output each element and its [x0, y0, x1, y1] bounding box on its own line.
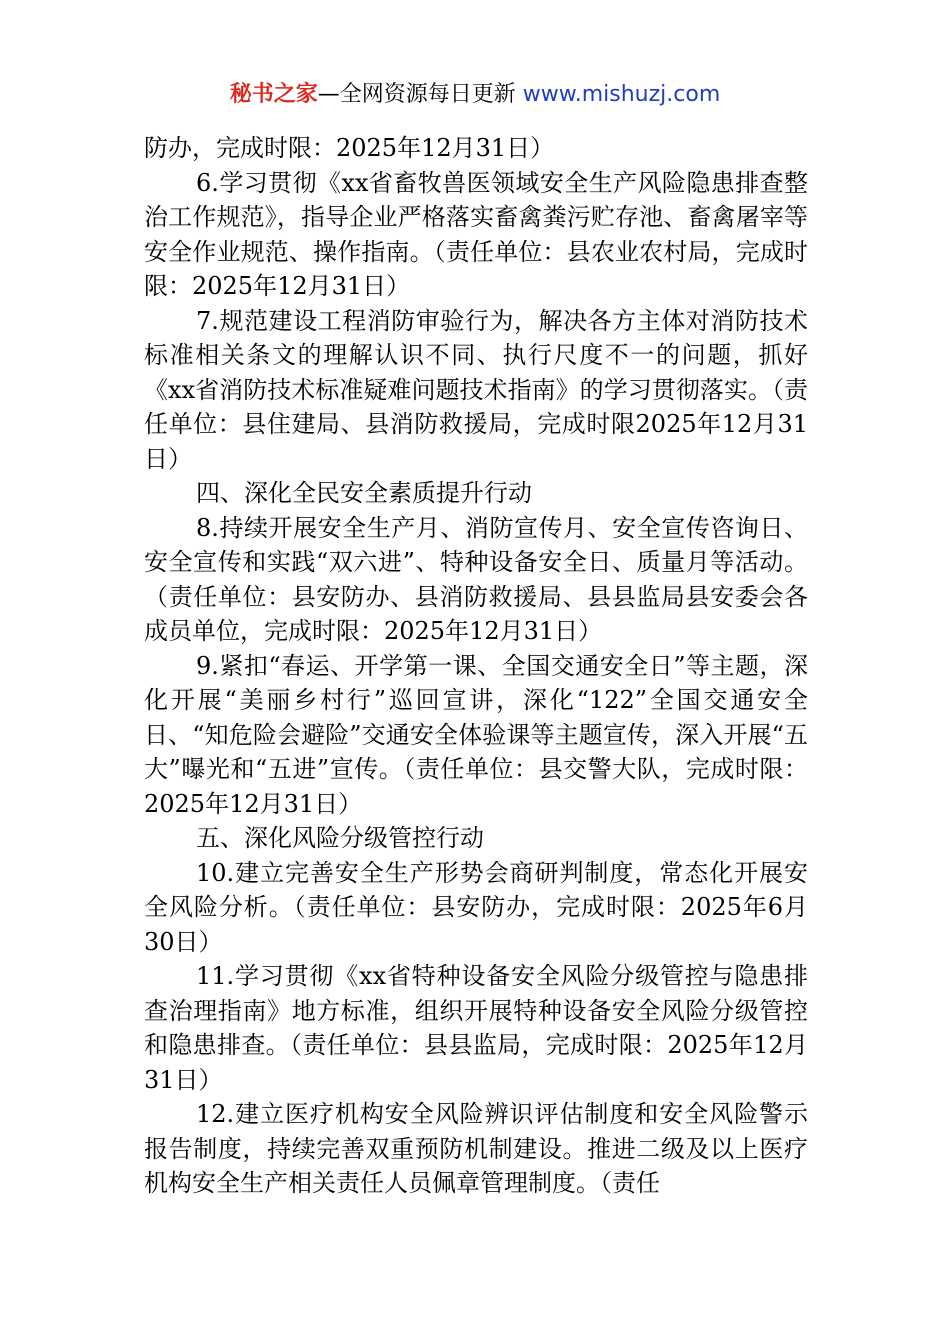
paragraph-item-9: 9.紧扣“春运、开学第一课、全国交通安全日”等主题，深化开展“美丽乡村行”巡回宣讲，深化“122”全国交通安全日、“知危险会避险”交通安全体验课等主题宣传，深入开展“五大”曝光和“五进”宣传。（责任单位：县交警大队，完成时限：2025年12月31日）	[144, 651, 808, 818]
site-url-link[interactable]: www.mishuzj.com	[522, 82, 721, 107]
site-header	[0, 80, 950, 110]
paragraph-item-11: 11.学习贯彻《xx省特种设备安全风险分级管控与隐患排查治理指南》地方标准，组织开展特种设备安全风险分级管控和隐患排查。（责任单位：县县监局，完成时限：2025年12月31日）	[144, 962, 808, 1094]
section-heading-5: 五、深化风险分级管控行动	[196, 824, 484, 852]
paragraph-continuation: 防办，完成时限：2025年12月31日）	[144, 134, 555, 162]
paragraph-item-7: 7.规范建设工程消防审验行为，解决各方主体对消防技术标准相关条文的理解认识不同、执行尺度不一的问题，抓好《xx省消防技术标准疑难问题技术指南》的学习贯彻落实。（责任单位：县住建局、县消防救援局，完成时限2025年12月31日）	[144, 306, 808, 473]
document-body	[144, 131, 808, 1201]
paragraph-item-12: 12.建立医疗机构安全风险辨识评估制度和安全风险警示报告制度，持续完善双重预防机制建设。推进二级及以上医疗机构安全生产相关责任人员佩章管理制度。（责任	[144, 1100, 808, 1197]
section-heading-4: 四、深化全民安全素质提升行动	[196, 479, 532, 507]
header-tagline: —全网资源每日更新	[317, 82, 516, 107]
brand-name: 秘书之家	[229, 82, 318, 107]
paragraph-item-10: 10.建立完善安全生产形势会商研判制度，常态化开展安全风险分析。（责任单位：县安防办，完成时限：2025年6月30日）	[144, 858, 808, 956]
paragraph-item-8: 8.持续开展安全生产月、消防宣传月、安全宣传咨询日、安全宣传和实践“双六进”、特种设备安全日、质量月等活动。（责任单位：县安防办、县消防救援局、县县监局县安委会各成员单位，完成时限：2025年12月31日）	[144, 513, 808, 645]
paragraph-item-6: 6.学习贯彻《xx省畜牧兽医领域安全生产风险隐患排查整治工作规范》，指导企业严格落实畜禽粪污贮存池、畜禽屠宰等安全作业规范、操作指南。（责任单位：县农业农村局，完成时限：2025年12月31日）	[144, 168, 808, 300]
